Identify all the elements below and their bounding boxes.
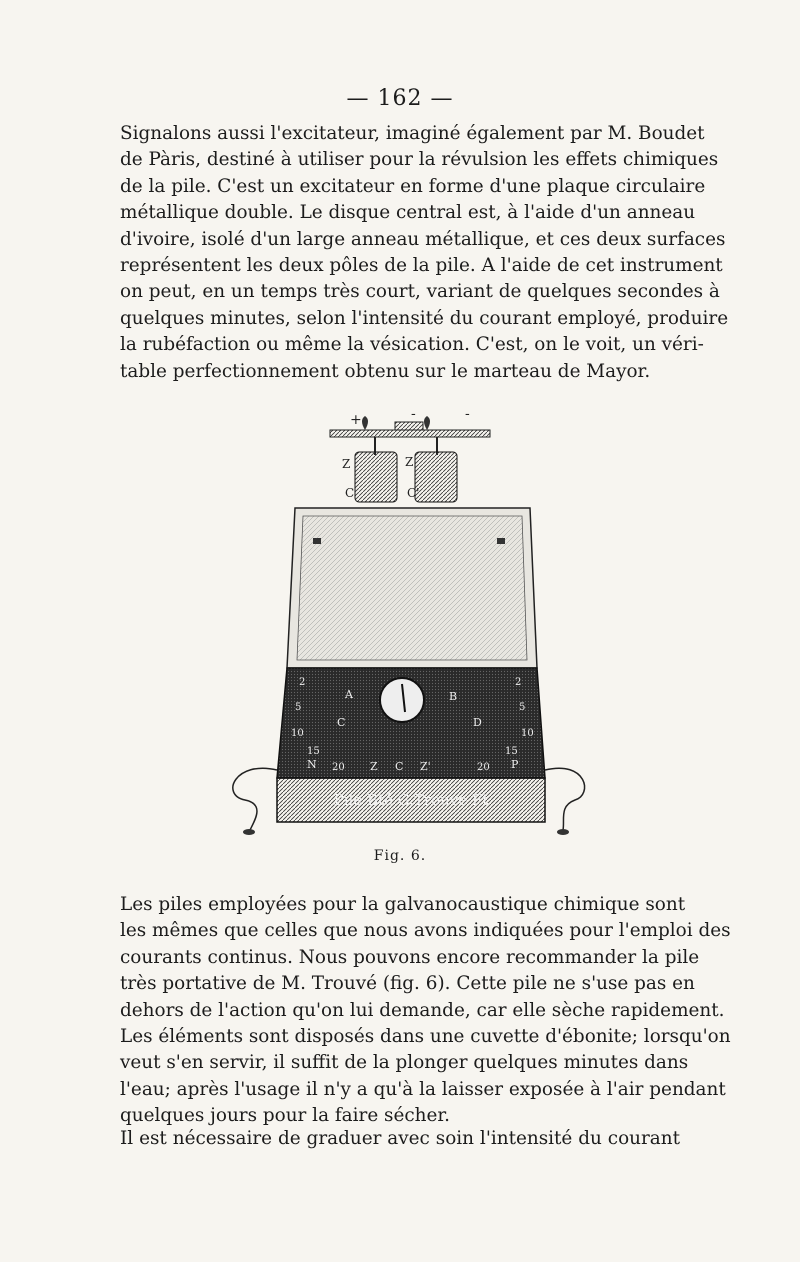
page-number: — 162 —	[346, 86, 454, 111]
scale-number: 5	[519, 702, 526, 713]
scale-number: 15	[307, 746, 320, 757]
scale-number: 20	[477, 762, 490, 773]
cell-assembly	[330, 406, 490, 502]
text-line: représentent les deux pôles de la pile. A l'aide de cet instrument	[120, 255, 723, 277]
text-line: Les piles employées pour la galvanocaustique chimique sont	[120, 894, 686, 915]
text-line: on peut, en un temps très court, variant de quelques secondes à	[120, 281, 720, 303]
carbon-label: C	[345, 486, 355, 500]
zinc-label: Z'	[405, 455, 417, 469]
text-line: table perfectionnement obtenu sur le marteau de Mayor.	[120, 360, 651, 382]
battery-illustration	[215, 400, 595, 840]
minus-label: -	[465, 406, 470, 422]
text-line: très portative de M. Trouvé (fig. 6). Cette pile ne s'use pas en	[120, 973, 695, 995]
paragraph-excitateur	[120, 121, 729, 385]
minus-label: -	[411, 406, 416, 422]
text-line: dehors de l'action qu'on lui demande, car elle sèche rapidement.	[120, 999, 725, 1021]
panel-label-c: C	[395, 760, 404, 773]
text-line: Les éléments sont disposés dans une cuvette d'ébonite; lorsqu'on	[120, 1026, 731, 1048]
scale-number: 10	[521, 728, 534, 739]
carbon-label: C'	[407, 486, 420, 500]
figure-caption: Fig. 6.	[373, 848, 427, 864]
text-line: les mêmes que celles que nous avons indiquées pour l'emploi des	[120, 920, 731, 942]
paragraph-intensite	[120, 1126, 680, 1152]
box-panel	[277, 668, 545, 778]
text-line: quelques jours pour la faire sécher.	[120, 1105, 451, 1127]
panel-label-b: B	[449, 690, 458, 703]
scale-number: 2	[515, 677, 522, 688]
panel-label-n: N	[307, 758, 317, 771]
panel-label-z: Z'	[420, 760, 431, 773]
figure-trouve-battery	[215, 400, 595, 840]
text-line: de la pile. C'est un excitateur en forme d'une plaque circulaire	[120, 175, 706, 197]
text-line: Signalons aussi l'excitateur, imaginé également par M. Boudet	[120, 123, 705, 144]
panel-label-a: A	[345, 688, 353, 701]
scale-number: 15	[505, 746, 518, 757]
scale-number: 2	[299, 677, 306, 688]
box-lid	[287, 508, 537, 668]
panel-label-d: D	[473, 716, 482, 729]
text-line: courants continus. Nous pouvons encore recommander la pile	[120, 946, 700, 968]
panel-label-c: C	[337, 716, 346, 729]
text-line: Il est nécessaire de graduer avec soin l'intensité du courant	[120, 1128, 680, 1149]
box-front	[277, 778, 545, 822]
scale-number: 10	[291, 728, 304, 739]
text-line: veut s'en servir, il suffit de la plonger quelques minutes dans	[120, 1052, 689, 1074]
text-line: l'eau; après l'usage il n'y a qu'à la laisser exposée à l'air pendant	[120, 1078, 726, 1100]
text-line: quelques minutes, selon l'intensité du courant employé, produire	[120, 307, 729, 329]
panel-label-p: P	[511, 758, 519, 771]
text-line: d'ivoire, isolé d'un large anneau métallique, et ces deux surfaces	[120, 228, 726, 250]
box-maker-label: Pile Bté G.Trouvé Ft	[333, 791, 489, 809]
plus-label: +	[350, 412, 362, 428]
paragraph-piles	[120, 892, 731, 1130]
text-line: de Pàris, destiné à utiliser pour la révulsion les effets chimiques	[120, 149, 719, 171]
scale-number: 5	[295, 702, 302, 713]
scale-number: 20	[332, 762, 345, 773]
text-line: métallique double. Le disque central est, à l'aide d'un anneau	[120, 202, 696, 224]
panel-label-z: Z	[370, 760, 378, 773]
zinc-label: Z	[342, 457, 351, 471]
text-line: la rubéfaction ou même la vésication. C'est, on le voit, un véri-	[120, 334, 704, 356]
